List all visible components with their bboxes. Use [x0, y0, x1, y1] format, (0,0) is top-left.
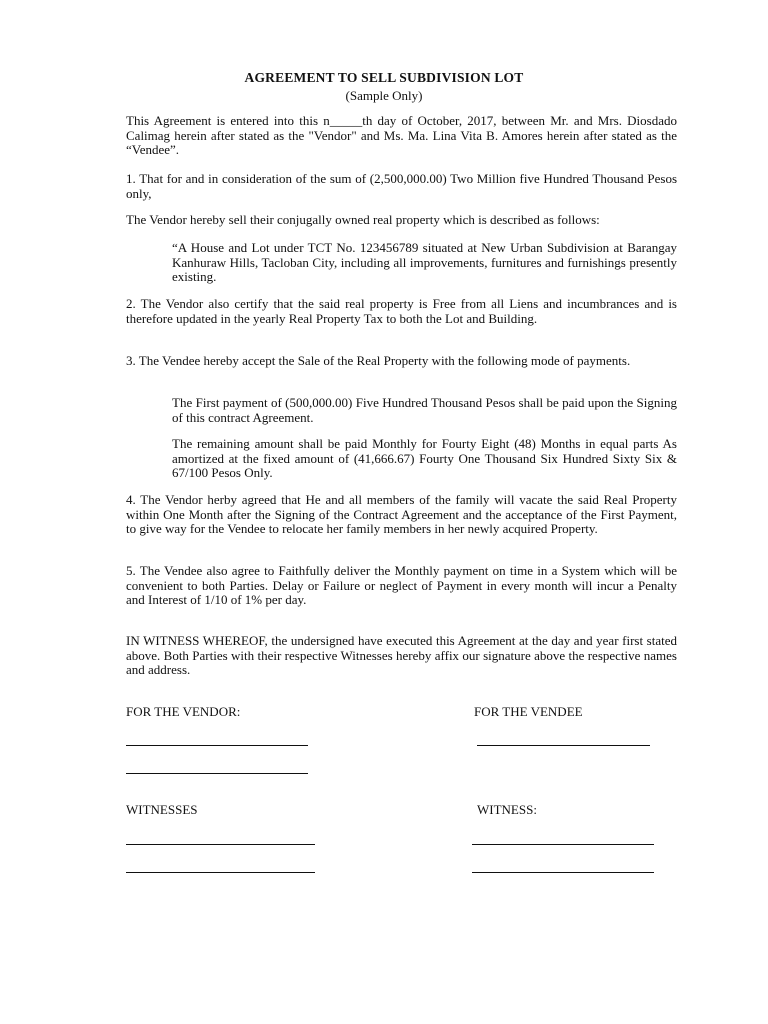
paragraph-vacate: 4. The Vendor herby agreed that He and all members of the family will vacate the said Real Property within One Month after the Signing of the Contract Agreement and the acceptance of the First Payment, to give way for the Vendee to relocate her family members in her newly acquired Property. [126, 492, 677, 536]
paragraph-property-intro: The Vendor hereby sell their conjugally owned real property which is described as follows: [126, 212, 600, 227]
paragraph-intro: This Agreement is entered into this n_____th day of October, 2017, between Mr. and Mrs. Diosdado Calimag herein after stated as the "Vendor" and Ms. Ma. Lina Vita B. Amores herein after stated as the “Vendee”. [126, 113, 677, 157]
witness-line-left-1 [126, 844, 315, 845]
paragraph-first-payment: The First payment of (500,000.00) Five Hundred Thousand Pesos shall be paid upon the Signing of this contract Agreement. [172, 395, 677, 425]
paragraph-liens: 2. The Vendor also certify that the said real property is Free from all Liens and incumbrances and is therefore updated in the yearly Real Property Tax to both the Lot and Building. [126, 296, 677, 326]
paragraph-remaining-amount: The remaining amount shall be paid Monthly for Fourty Eight (48) Months in equal parts As amortized at the fixed amount of (41,666.67) Fourty One Thousand Six Hundred Sixty Six & 67/100 Pesos Only. [172, 436, 677, 480]
paragraph-witness-whereof: IN WITNESS WHEREOF, the undersigned have executed this Agreement at the day and year first stated above. Both Parties with their respective Witnesses hereby affix our signature above the respective names and address. [126, 633, 677, 677]
document-subtitle: (Sample Only) [345, 88, 423, 103]
paragraph-consideration: 1. That for and in consideration of the sum of (2,500,000.00) Two Million five Hundred Thousand Pesos only, [126, 171, 677, 201]
witness-line-right-1 [472, 844, 654, 845]
vendor-label: FOR THE VENDOR: [126, 704, 241, 719]
vendee-signature-line [477, 745, 650, 746]
paragraph-monthly-payment: 5. The Vendee also agree to Faithfully deliver the Monthly payment on time in a System which will be convenient to both Parties. Delay or Failure or neglect of Payment in every month will incur a Penalty and Interest of 1/10 of 1% per day. [126, 563, 677, 607]
document-title: AGREEMENT TO SELL SUBDIVISION LOT [244, 70, 524, 85]
vendor-signature-line-2 [126, 773, 308, 774]
vendee-label: FOR THE VENDEE [474, 704, 583, 719]
witness-line-right-2 [472, 872, 654, 873]
paragraph-property-description: “A House and Lot under TCT No. 123456789 situated at New Urban Subdivision at Barangay Kanhuraw Hills, Tacloban City, including all improvements, furnitures and furnishings presently existing. [172, 240, 677, 284]
witnesses-label: WITNESSES [126, 802, 198, 817]
vendor-signature-line-1 [126, 745, 308, 746]
witness-label: WITNESS: [477, 802, 537, 817]
witness-line-left-2 [126, 872, 315, 873]
paragraph-payment-mode: 3. The Vendee hereby accept the Sale of the Real Property with the following mode of payments. [126, 353, 631, 368]
